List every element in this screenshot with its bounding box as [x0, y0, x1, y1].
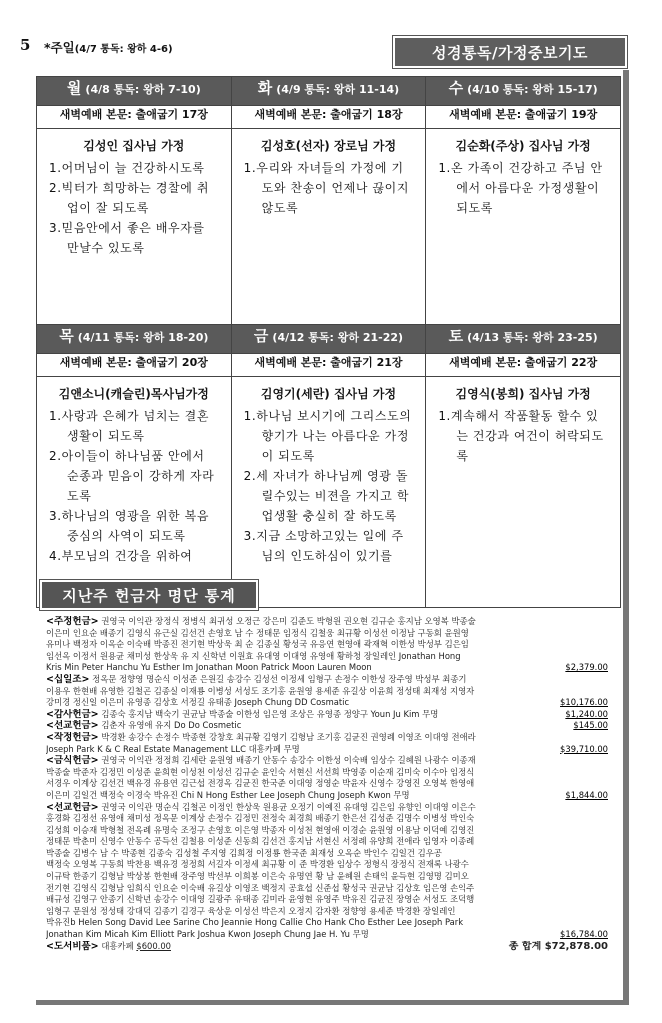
prayer-item: 2.세 자녀가 하나님께 영광 돌릴수있는 비젼을 가지고 학업생활 충실히 잘 하도록 — [243, 469, 410, 523]
offering-names: 정옥문 정향영 명순식 이성준 은원길 송강수 김성선 이정세 임형구 손정수 이한성 장주영 박성부 최종기 — [92, 673, 467, 684]
offering-row — [46, 662, 608, 674]
prayer-list — [426, 158, 620, 218]
day-reading: (4/13 통독: 왕하 23-25) — [467, 331, 598, 344]
day-reading: (4/9 통독: 왕하 11-14) — [276, 83, 400, 96]
prayer-cell — [426, 377, 621, 608]
offering-row — [46, 767, 608, 779]
page-shadow-right — [623, 70, 629, 1000]
family-name: 김성호(선자) 장로님 가정 — [260, 139, 397, 153]
offering-names: 임형구 문원성 정성태 강대덕 김종기 김경구 육상운 이성선 박은지 오정지 감자환 정향영 용세준 박경환 장일레인 — [46, 905, 456, 916]
offering-names: 백정숙 오영복 구동희 박찬용 백유경 정정희 서길자 이정세 최규황 이 준 박경환 임상수 정형식 장정식 전재록 나광수 — [46, 859, 469, 870]
prayer-list — [232, 158, 426, 218]
offering-category: <선교헌금> — [46, 720, 99, 732]
offering-names: Jonathan Kim Micah Kim Elliott Park Joshua Kwon Joseph Chung Jae H. Yu 무명 — [46, 929, 369, 940]
offering-names: 김춘자 유영애 유지 Do Do Cosmetic — [101, 720, 242, 731]
offering-amount: $1,240.00 — [565, 708, 608, 719]
offering-row — [46, 686, 608, 698]
offering-names: 김종숙 홍지남 백숙기 권균남 박종술 이한성 임은영 조상은 유영종 정양구 Youn Ju Kim 무명 — [101, 708, 439, 719]
offering-list — [46, 616, 608, 955]
offering-names: 이은미 인요순 배종기 김영식 유근실 김선건 손영호 남 수 정태문 임정식 김철웅 최규황 이성선 이정남 구동회 윤원영 — [46, 627, 469, 638]
sermon-text: 새벽예배 본문: 출애굽기 19장 — [426, 106, 621, 129]
sermon-text: 새벽예배 본문: 출애굽기 17장 — [37, 106, 232, 129]
offering-row — [46, 744, 608, 756]
prayer-item: 1.계속해서 작품활동 할수 있는 건강과 여건이 허락되도록 — [438, 409, 604, 463]
prayer-cell — [231, 377, 426, 608]
offering-row — [46, 825, 608, 837]
day-name: 토 — [448, 327, 464, 345]
family-name: 김성인 집사님 가정 — [83, 139, 185, 153]
day-reading: (4/11 통독: 왕하 18-20) — [77, 331, 209, 344]
offering-row — [46, 871, 608, 883]
offering-row — [46, 651, 608, 663]
offering-names: 홍경화 김정선 유영애 채미성 정옥문 이계상 손정수 김정민 전정숙 최경희 배종기 한은선 김성준 김명수 이병성 박인숙 — [46, 813, 475, 824]
prayer-grid — [36, 76, 621, 608]
day-header — [37, 77, 232, 106]
offering-row — [46, 802, 608, 814]
offering-names: 권영국 이익관 명순식 김철곤 이정인 한상욱 원용균 오정기 이예진 유대영 김은임 유향인 이대영 이은수 — [101, 801, 476, 812]
offering-category: <도서비품> — [46, 940, 99, 952]
offering-row — [46, 778, 608, 790]
day-name: 화 — [257, 79, 273, 97]
family-name: 김순화(주상) 집사님 가정 — [455, 139, 591, 153]
prayer-cell — [231, 129, 426, 325]
prayer-cell — [37, 377, 232, 608]
offering-row — [46, 813, 608, 825]
sermon-text: 새벽예배 본문: 출애굽기 22장 — [426, 354, 621, 377]
sermon-text: 새벽예배 본문: 출애굽기 18장 — [231, 106, 426, 129]
prayer-item: 1.사랑과 은혜가 넘치는 결혼생활이 되도록 — [49, 409, 210, 443]
offering-row — [46, 917, 608, 929]
offering-row — [46, 755, 608, 767]
prayer-item: 1.어머님이 늘 건강하시도록 — [49, 161, 205, 175]
day-name: 수 — [448, 79, 464, 97]
day-header — [426, 77, 621, 106]
family-name: 김앤소니(캐슬린)목사님가정 — [58, 387, 209, 401]
offering-category: <감사헌금> — [46, 708, 99, 720]
offering-row — [46, 790, 608, 802]
day-reading: (4/10 통독: 왕하 15-17) — [467, 83, 598, 96]
day-header — [426, 325, 621, 354]
prayer-item: 1.하나님 보시기에 그리스도의 향기가 나는 아름다운 가정이 되도록 — [243, 409, 412, 463]
prayer-item: 4.부모님의 건강을 위하여 — [49, 549, 193, 563]
offering-amount: $600.00 — [136, 940, 171, 951]
offering-row — [46, 732, 608, 744]
offering-row — [46, 894, 608, 906]
offering-amount: $10,176.00 — [560, 697, 608, 708]
offering-category: <선교헌금> — [46, 801, 99, 813]
day-name: 목 — [59, 327, 74, 345]
sermon-text: 새벽예배 본문: 출애굽기 21장 — [231, 354, 426, 377]
offering-names: Kris Min Peter Hanchu Yu Esther Im Jonathan Moon Patrick Moon Lauren Moon — [46, 662, 372, 673]
offering-row — [46, 929, 608, 941]
page-number: 5 — [20, 36, 31, 54]
offering-names: 이용우 한현배 유영한 김철곤 김종실 이재룡 이병성 서성도 조기홍 윤원영 용세준 유길상 이윤희 정성태 최재성 지영자 — [46, 685, 475, 696]
day-header — [231, 325, 426, 354]
offering-names: 박종술 박준자 김정민 이성준 윤희현 이성천 이성선 김규순 윤인숙 서현신 서선희 박영종 이순재 김미숙 이수아 임정식 — [46, 766, 475, 777]
family-name: 김영기(세란) 집사님 가정 — [260, 387, 397, 401]
offering-names: 전기현 김영식 김형남 임희식 인요순 이숙배 유길상 이영조 백정지 공효섭 신준섭 황성국 권균남 김상호 임은영 손익주 — [46, 882, 475, 893]
offering-amount: $1,844.00 — [565, 789, 608, 800]
offering-names: 서경우 이계상 김선건 백유경 유용연 김근섭 전경옥 김균진 한국준 이대영 정영순 박윤자 신영수 강영진 오영복 한영애 — [46, 778, 475, 789]
offering-names: 강미경 정신일 이은미 유영종 김상호 서정길 유태종 Joseph Chung DD Cosmatic — [46, 697, 350, 708]
sunday-reading — [44, 38, 173, 56]
offering-row — [46, 697, 608, 709]
day-reading: (4/8 통독: 왕하 7-10) — [85, 83, 201, 96]
prayer-item: 2.아이들이 하나님품 안에서 순종과 믿음이 강하게 자라도록 — [49, 449, 215, 503]
prayer-item: 1.우리와 자녀들의 가정에 기도와 찬송이 언제나 끊이지 않도록 — [243, 161, 410, 215]
prayer-list — [426, 406, 620, 466]
page-shadow-bottom — [36, 1000, 629, 1005]
offering-names: 유미나 백정자 이옥순 이숙배 박종진 전기현 박상욱 최 순 김종실 황성국 유응연 현영애 곽재혁 이한성 박성부 김은임 — [46, 639, 469, 650]
prayer-item: 2.빅터가 희망하는 경찰에 취업이 잘 되도록 — [49, 181, 210, 215]
day-name: 월 — [66, 79, 82, 97]
offering-category: <작정헌금> — [46, 731, 99, 743]
offering-names: 권영국 이익관 장정식 정병식 최귀성 오정근 강은미 김준도 박형원 권오현 김규순 홍지남 오영복 박종술 — [101, 616, 476, 626]
sermon-text: 새벽예배 본문: 출애굽기 20장 — [37, 354, 232, 377]
section-banner: 성경통독/가정중보기도 — [393, 36, 627, 68]
day-reading: (4/12 통독: 왕하 21-22) — [272, 331, 404, 344]
offering-row — [46, 883, 608, 895]
prayer-cell — [426, 129, 621, 325]
offering-amount: $2,379.00 — [565, 662, 608, 673]
offering-row — [46, 628, 608, 640]
offering-row — [46, 709, 608, 721]
offering-total: 총 합계 $72,878.00 — [508, 940, 608, 952]
offering-names: 정태문 박춘미 신영수 안동수 공득선 김철용 이성준 신동희 김선건 홍지남 서현신 서정례 유양희 전애라 임영자 이종례 — [46, 836, 475, 847]
offering-category: <십일조> — [46, 673, 90, 685]
prayer-list — [37, 158, 231, 258]
offering-row — [46, 906, 608, 918]
offering-names: 박종술 김병수 남 수 박종현 김종숙 김성철 주지영 김희정 이정룡 한국준 최재성 오옥순 박인수 김일건 김우공 — [46, 847, 442, 858]
offering-names: 대흥카페 — [101, 940, 134, 951]
offering-row — [46, 616, 608, 628]
prayer-cell — [37, 129, 232, 325]
offering-amount: $145.00 — [573, 720, 608, 731]
offering-amount: $39,710.00 — [560, 743, 608, 754]
offering-row — [46, 674, 608, 686]
sunday-range: (4/7 통독: 왕하 4-6) — [74, 44, 173, 55]
offering-names: 박유진b Helen Song David Lee Sarine Cho Jeannie Hong Callie Cho Hank Cho Esther Lee Joseph Park — [46, 917, 464, 928]
offering-names: 권영국 이익관 정정희 김세란 윤원영 배종기 안동수 송강수 이한성 이숙배 임상수 길혜원 나광수 이종재 — [101, 755, 476, 766]
offering-row — [46, 941, 608, 955]
offering-row — [46, 848, 608, 860]
offering-category: <금식헌금> — [46, 755, 99, 767]
prayer-item: 1.온 가족이 건강하고 주님 안에서 아름다운 가정생활이 되도록 — [438, 161, 603, 215]
prayer-item: 3.지금 소망하고있는 일에 주님의 인도하심이 있기를 — [243, 529, 404, 563]
day-name: 금 — [253, 327, 269, 345]
offering-row — [46, 639, 608, 651]
day-header — [37, 325, 232, 354]
offering-names: 김성희 이승재 박형철 전옥례 유명숙 조정구 손영호 이은영 박종자 이성천 현영애 이경순 윤원영 이용남 이덕예 김영진 — [46, 824, 475, 835]
offering-title: 지난주 헌금자 명단 통계 — [40, 580, 258, 610]
offering-row — [46, 859, 608, 871]
offering-amount: $16,784.00 — [560, 929, 608, 940]
day-header — [231, 77, 426, 106]
offering-row — [46, 720, 608, 732]
prayer-list — [232, 406, 426, 566]
prayer-item: 3.하나님의 영광을 위한 복음중심의 사역이 되도록 — [49, 509, 210, 543]
offering-names: Joseph Park K & C Real Estate Management LLC 대흥카페 무명 — [46, 743, 300, 754]
prayer-item: 3.믿음안에서 좋은 배우자를 만날수 있도록 — [49, 221, 205, 255]
offering-category: <주정헌금> — [46, 616, 99, 627]
offering-row — [46, 836, 608, 848]
offering-names: 박경환 송강수 손정수 박종현 강창호 최규황 김영기 김형남 조기홍 김균진 권영례 이영조 이대영 전애라 — [101, 731, 476, 742]
offering-names: 임선옥 이정서 원용균 채미성 한상욱 유 지 신학년 이원효 유대영 이대영 유영애 황하청 장일레인 Jonathan Hong — [46, 650, 461, 661]
family-name: 김영식(봉희) 집사님 가정 — [455, 387, 591, 401]
offering-names: 배규성 김영구 안종기 신학년 송강수 이대영 길광주 유태종 김미라 윤영현 유영주 박유진 김균진 장영순 서성도 조덕행 — [46, 894, 475, 905]
offering-names: 이규탁 한종기 김형남 박상봉 한현배 장주영 박선부 이희봉 이은숙 유명연 황 남 윤혜원 손태익 윤득현 김영명 김미오 — [46, 871, 469, 882]
offering-names: 이은미 김일건 백정숙 이경숙 박유진 Chi N Hong Esther Lee Joseph Chung Joseph Kwon 무명 — [46, 789, 410, 800]
prayer-list — [37, 406, 231, 566]
sunday-label: *주일 — [44, 40, 75, 55]
